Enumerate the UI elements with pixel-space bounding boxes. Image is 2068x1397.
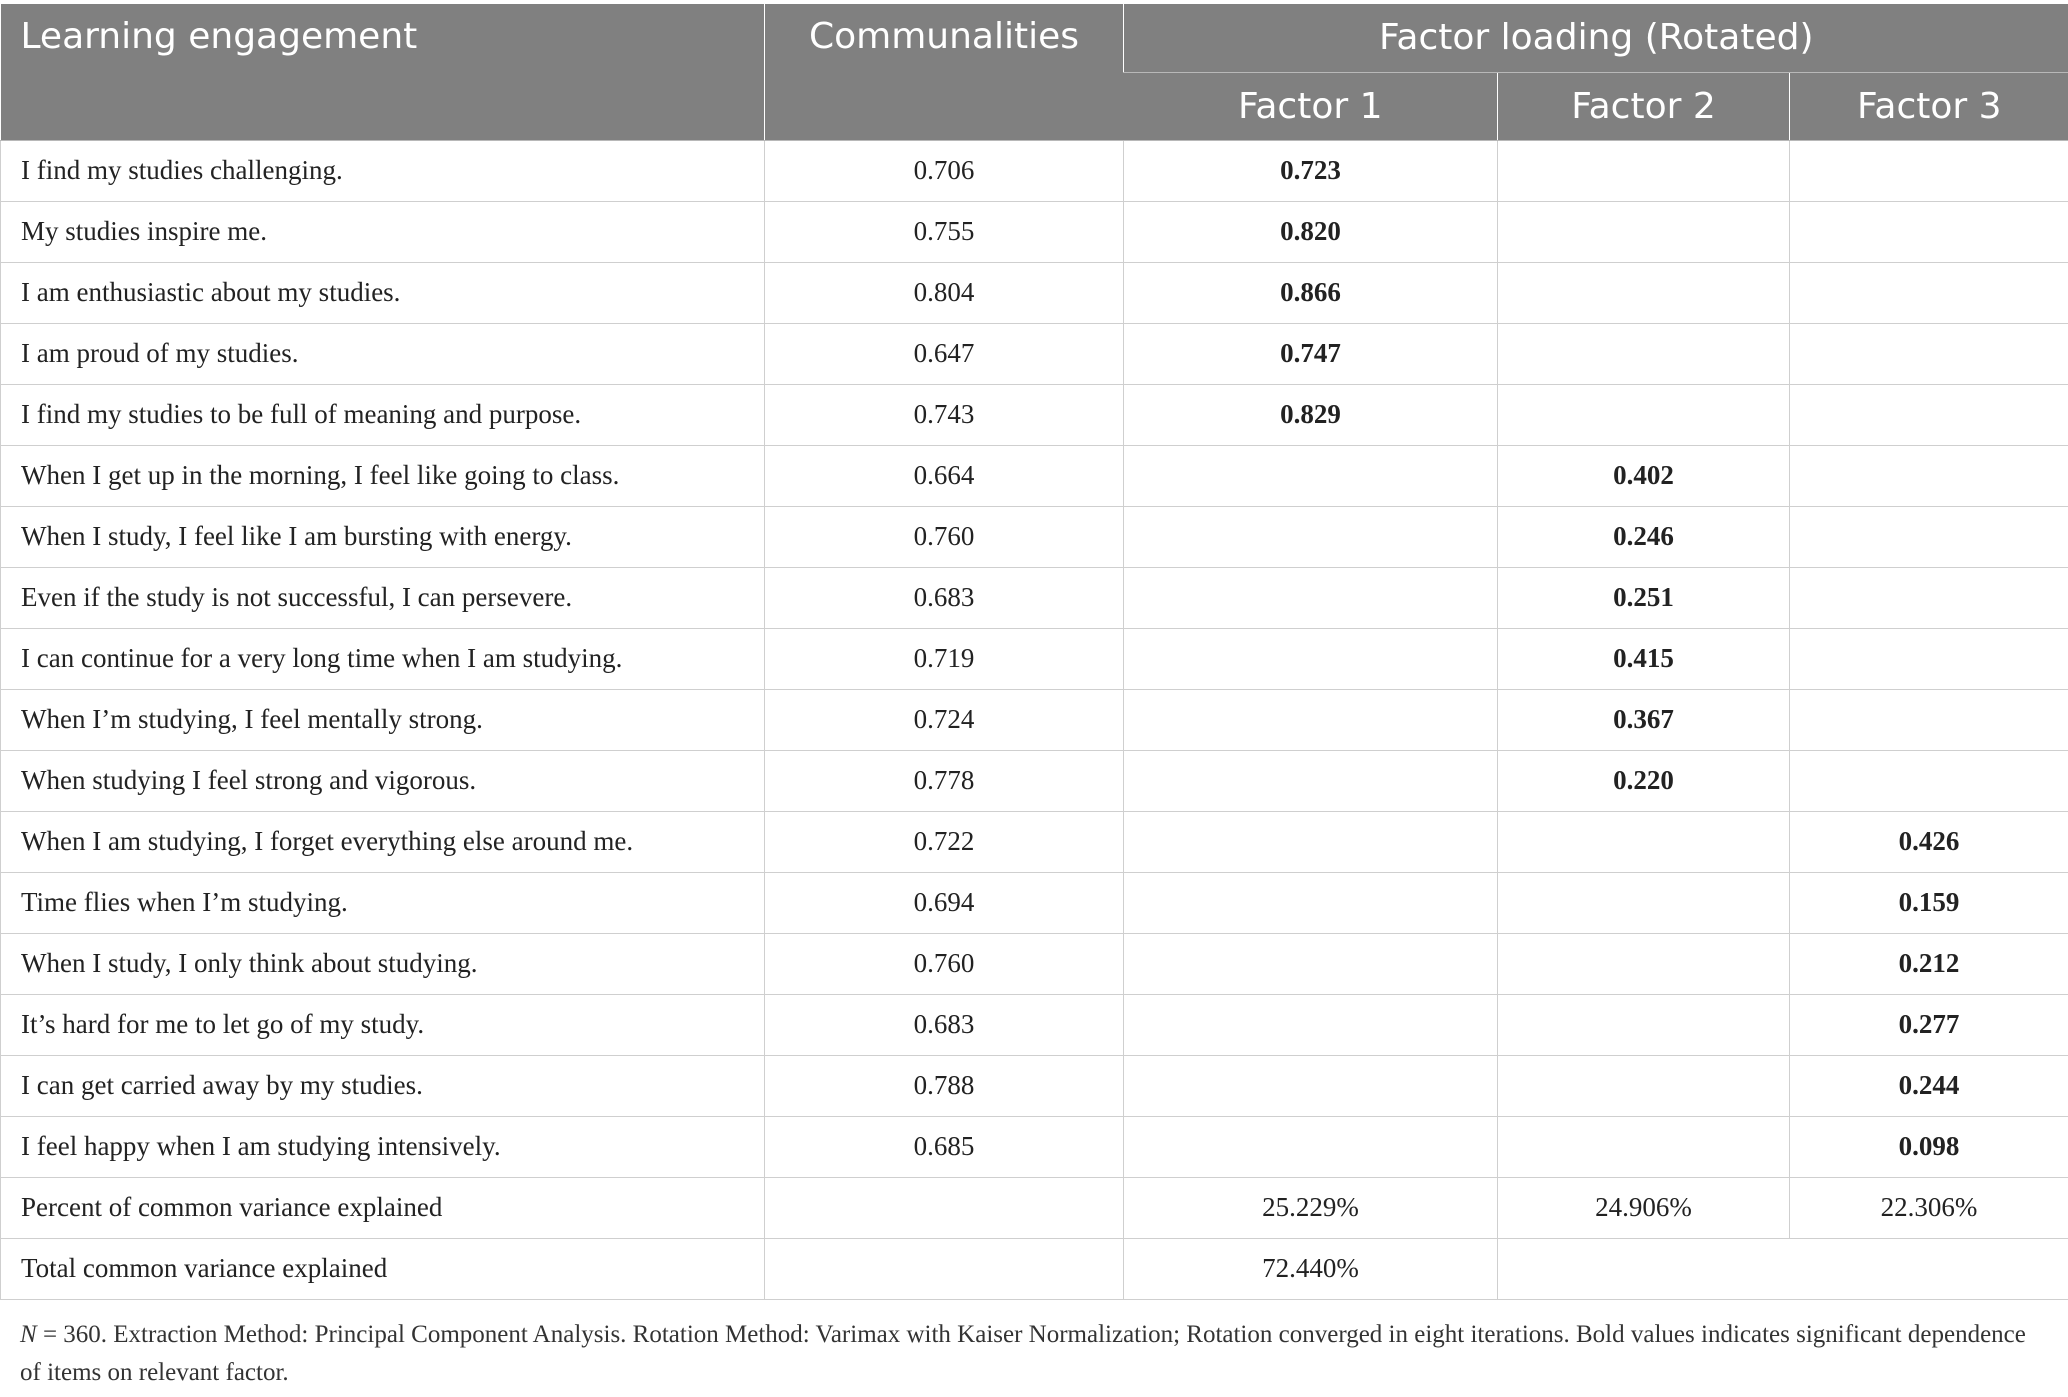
footnote-n-label: N <box>20 1321 37 1348</box>
factor-3-loading: 0.244 <box>1790 1055 2068 1116</box>
item-text: My studies inspire me. <box>1 201 765 262</box>
factor-3-loading: 0.277 <box>1790 994 2068 1055</box>
item-text: When I study, I only think about studying. <box>1 933 765 994</box>
factor-3-loading: 0.098 <box>1790 1116 2068 1177</box>
factor-2-loading <box>1498 994 1790 1055</box>
header-learning-engagement: Learning engagement <box>1 4 765 140</box>
factor-1-loading: 0.820 <box>1124 201 1498 262</box>
percent-label: Percent of common variance explained <box>1 1177 765 1238</box>
factor-3-loading <box>1790 445 2068 506</box>
total-label: Total common variance explained <box>1 1238 765 1299</box>
factor-2-loading: 0.251 <box>1498 567 1790 628</box>
factor-3-loading <box>1790 628 2068 689</box>
item-text: I am proud of my studies. <box>1 323 765 384</box>
table-row <box>1 445 2068 506</box>
item-text: When I study, I feel like I am bursting with energy. <box>1 506 765 567</box>
communality-value: 0.719 <box>765 628 1124 689</box>
item-text: When I get up in the morning, I feel like going to class. <box>1 445 765 506</box>
factor-1-loading <box>1124 811 1498 872</box>
item-text: When I am studying, I forget everything else around me. <box>1 811 765 872</box>
factor-1-loading <box>1124 872 1498 933</box>
factor-2-loading <box>1498 323 1790 384</box>
item-text: It’s hard for me to let go of my study. <box>1 994 765 1055</box>
factor-2-loading <box>1498 1116 1790 1177</box>
table-row <box>1 323 2068 384</box>
table-row <box>1 750 2068 811</box>
communality-value: 0.804 <box>765 262 1124 323</box>
item-text: When I’m studying, I feel mentally strong. <box>1 689 765 750</box>
factor-2-loading: 0.220 <box>1498 750 1790 811</box>
factor-1-loading <box>1124 750 1498 811</box>
item-text: I feel happy when I am studying intensively. <box>1 1116 765 1177</box>
factor-2-loading <box>1498 140 1790 201</box>
factor-1-loading: 0.747 <box>1124 323 1498 384</box>
header-factor-loading-group: Factor loading (Rotated) <box>1124 4 2068 72</box>
percent-factor-3: 22.306% <box>1790 1177 2068 1238</box>
item-text: Even if the study is not successful, I can persevere. <box>1 567 765 628</box>
footnote-text: = 360. Extraction Method: Principal Component Analysis. Rotation Method: Varimax with Kaiser Normalization; Rotation converged in eight iterations. Bold values indicates significant dependence of items on relevant factor. <box>20 1321 2026 1386</box>
communality-value: 0.722 <box>765 811 1124 872</box>
table-row <box>1 1116 2068 1177</box>
item-text: I am enthusiastic about my studies. <box>1 262 765 323</box>
communality-value: 0.706 <box>765 140 1124 201</box>
factor-3-loading <box>1790 323 2068 384</box>
factor-1-loading <box>1124 506 1498 567</box>
percent-factor-2: 24.906% <box>1498 1177 1790 1238</box>
table-row <box>1 933 2068 994</box>
communality-value: 0.664 <box>765 445 1124 506</box>
factor-2-loading: 0.402 <box>1498 445 1790 506</box>
factor-2-loading <box>1498 201 1790 262</box>
factor-3-loading <box>1790 567 2068 628</box>
factor-3-loading <box>1790 384 2068 445</box>
item-text: I find my studies challenging. <box>1 140 765 201</box>
factor-3-loading: 0.212 <box>1790 933 2068 994</box>
total-communality-cell <box>765 1238 1124 1299</box>
communality-value: 0.683 <box>765 567 1124 628</box>
header-row-1 <box>1 4 2068 72</box>
factor-3-loading <box>1790 140 2068 201</box>
factor-1-loading <box>1124 628 1498 689</box>
table-row <box>1 1055 2068 1116</box>
factor-2-loading: 0.367 <box>1498 689 1790 750</box>
factor-3-loading <box>1790 506 2068 567</box>
table-row <box>1 811 2068 872</box>
factor-2-loading <box>1498 1055 1790 1116</box>
table-wrapper <box>0 4 2068 1300</box>
table-row <box>1 628 2068 689</box>
item-text: When studying I feel strong and vigorous. <box>1 750 765 811</box>
header-factor-3: Factor 3 <box>1790 72 2068 140</box>
communality-value: 0.694 <box>765 872 1124 933</box>
communality-value: 0.760 <box>765 933 1124 994</box>
table-row <box>1 872 2068 933</box>
factor-1-loading <box>1124 689 1498 750</box>
factor-3-loading <box>1790 201 2068 262</box>
factor-loading-table <box>0 4 2068 1300</box>
table-row <box>1 506 2068 567</box>
communality-value: 0.724 <box>765 689 1124 750</box>
communality-value: 0.760 <box>765 506 1124 567</box>
factor-1-loading <box>1124 994 1498 1055</box>
communality-value: 0.788 <box>765 1055 1124 1116</box>
percent-communality-cell <box>765 1177 1124 1238</box>
communality-value: 0.683 <box>765 994 1124 1055</box>
factor-1-loading <box>1124 933 1498 994</box>
summary-row-total <box>1 1238 2068 1299</box>
communality-value: 0.755 <box>765 201 1124 262</box>
table-row <box>1 994 2068 1055</box>
item-text: Time flies when I’m studying. <box>1 872 765 933</box>
factor-1-loading: 0.829 <box>1124 384 1498 445</box>
factor-1-loading <box>1124 1055 1498 1116</box>
communality-value: 0.685 <box>765 1116 1124 1177</box>
item-text: I find my studies to be full of meaning and purpose. <box>1 384 765 445</box>
table-row <box>1 567 2068 628</box>
table-row <box>1 689 2068 750</box>
header-factor-1: Factor 1 <box>1124 72 1498 140</box>
communality-value: 0.778 <box>765 750 1124 811</box>
total-value: 72.440% <box>1124 1238 1498 1299</box>
factor-3-loading <box>1790 689 2068 750</box>
factor-1-loading <box>1124 567 1498 628</box>
header-factor-2: Factor 2 <box>1498 72 1790 140</box>
factor-2-loading <box>1498 811 1790 872</box>
communality-value: 0.743 <box>765 384 1124 445</box>
table-row <box>1 201 2068 262</box>
factor-1-loading <box>1124 1116 1498 1177</box>
summary-row-percent <box>1 1177 2068 1238</box>
factor-2-loading <box>1498 384 1790 445</box>
factor-2-loading: 0.246 <box>1498 506 1790 567</box>
total-empty-cell <box>1498 1238 2068 1299</box>
factor-1-loading: 0.723 <box>1124 140 1498 201</box>
factor-3-loading <box>1790 262 2068 323</box>
factor-1-loading <box>1124 445 1498 506</box>
table-body <box>1 140 2068 1299</box>
item-text: I can get carried away by my studies. <box>1 1055 765 1116</box>
factor-2-loading <box>1498 262 1790 323</box>
factor-2-loading: 0.415 <box>1498 628 1790 689</box>
table-header <box>1 4 2068 140</box>
item-text: I can continue for a very long time when I am studying. <box>1 628 765 689</box>
header-communalities: Communalities <box>765 4 1124 140</box>
factor-3-loading: 0.426 <box>1790 811 2068 872</box>
factor-2-loading <box>1498 933 1790 994</box>
factor-3-loading <box>1790 750 2068 811</box>
table-row <box>1 140 2068 201</box>
table-row <box>1 262 2068 323</box>
percent-factor-1: 25.229% <box>1124 1177 1498 1238</box>
table-row <box>1 384 2068 445</box>
communality-value: 0.647 <box>765 323 1124 384</box>
table-footnote <box>20 1316 2050 1392</box>
factor-2-loading <box>1498 872 1790 933</box>
factor-1-loading: 0.866 <box>1124 262 1498 323</box>
factor-3-loading: 0.159 <box>1790 872 2068 933</box>
